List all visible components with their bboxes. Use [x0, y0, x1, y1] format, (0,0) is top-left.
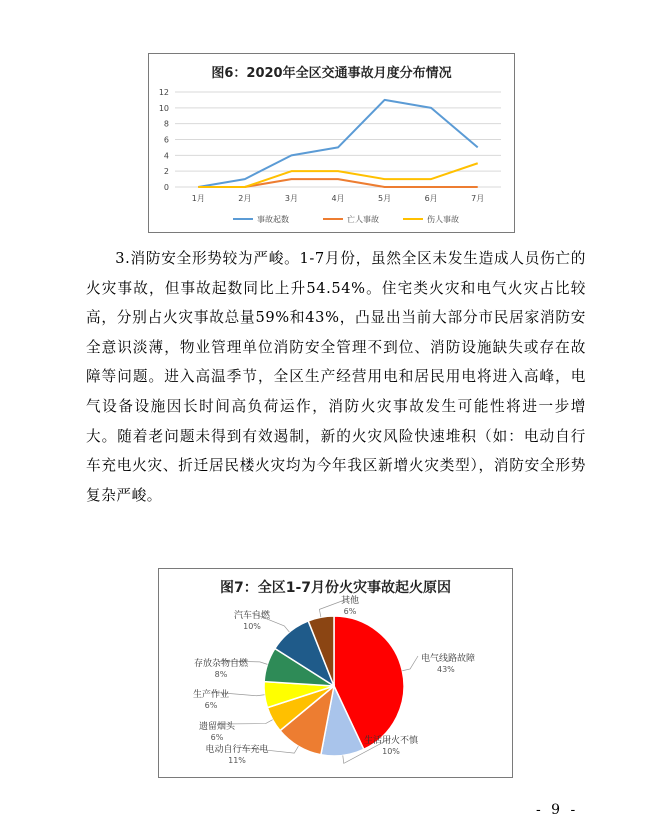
slice-percent: 6%	[343, 607, 357, 616]
slice-label: 其他	[340, 596, 360, 606]
x-tick-label: 1月	[191, 194, 205, 203]
legend-label: 事故起数	[257, 215, 289, 224]
x-tick-label: 5月	[378, 194, 392, 203]
leader-line	[402, 656, 418, 671]
y-tick-label: 6	[163, 135, 169, 145]
chart-title: 图6：2020年全区交通事故月度分布情况	[211, 66, 452, 81]
slice-label: 电气线路故障	[421, 654, 476, 664]
slice-percent: 43%	[437, 665, 455, 674]
traffic-accident-line-chart	[148, 53, 515, 233]
legend-label: 伤人事故	[427, 215, 459, 224]
y-tick-label: 10	[158, 103, 169, 113]
fire-cause-pie-chart	[158, 568, 513, 778]
slice-percent: 8%	[214, 670, 228, 679]
slice-percent: 6%	[204, 701, 218, 710]
series-line	[198, 163, 477, 187]
chart-title: 图7：全区1-7月份火灾事故起火原因	[219, 580, 452, 596]
x-tick-label: 6月	[424, 194, 438, 203]
y-tick-label: 2	[163, 167, 169, 177]
paragraph-fire-safety: 3.消防安全形势较为严峻。1-7月份，虽然全区未发生造成人员伤亡的火灾事故，但事故起数同比上升54.54%。住宅类火灾和电气火灾占比较高，分别占火灾事故总量59%和43%，凸显出当前大部分市民居家消防安全意识淡薄，物业管理单位消防安全管理不到位、消防设施缺失或存在故障等问题。进入高温季节，全区生产经营用电和居民用电将进入高峰，电气设备设施因长时间高负荷运作，消防火灾事故发生可能性将进一步增大。随着老问题未得到有效遏制，新的火灾风险快速堆积（如：电动自行车充电火灾、折迁居民楼火灾均为今年我区新增火灾类型），消防安全形势复杂严峻。	[86, 250, 586, 504]
pie-chart-svg	[159, 569, 512, 777]
slice-label: 汽车自燃	[233, 611, 271, 621]
y-tick-label: 12	[158, 88, 169, 97]
y-tick-label: 4	[163, 151, 169, 161]
slice-label: 电动自行车充电	[205, 745, 269, 755]
y-tick-label: 0	[163, 183, 169, 192]
slice-label: 生活用火不慎	[363, 736, 419, 746]
legend-label: 亡人事故	[347, 215, 379, 224]
x-tick-label: 7月	[471, 194, 485, 203]
x-tick-label: 3月	[284, 194, 298, 203]
page-number: - 9 -	[536, 802, 579, 818]
slice-percent: 6%	[210, 733, 224, 742]
series-line	[198, 100, 477, 187]
body-paragraph	[86, 244, 586, 510]
slice-label: 遗留烟头	[198, 722, 236, 732]
x-tick-label: 2月	[238, 194, 252, 203]
y-tick-label: 8	[163, 119, 169, 129]
slice-label: 存放杂物自燃	[193, 659, 249, 669]
x-tick-label: 4月	[331, 194, 345, 203]
slice-label: 生产作业	[192, 690, 230, 700]
slice-percent: 10%	[382, 747, 400, 756]
slice-percent: 11%	[228, 756, 246, 765]
slice-percent: 10%	[243, 622, 261, 631]
